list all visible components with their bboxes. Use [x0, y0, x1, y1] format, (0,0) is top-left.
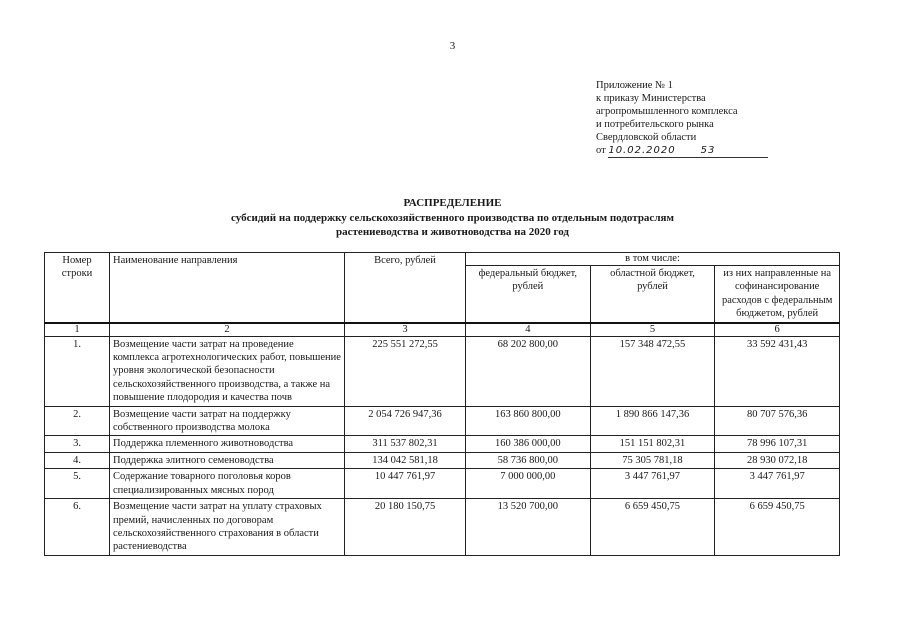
table-row — [45, 406, 840, 436]
row-cofinancing: 78 996 107,31 — [715, 436, 840, 452]
header-regional: областной бюджет, рублей — [590, 266, 715, 323]
row-total: 20 180 150,75 — [345, 499, 466, 556]
appendix-line: Свердловской области — [596, 132, 697, 143]
row-regional: 151 151 802,31 — [590, 436, 715, 452]
column-number: 4 — [466, 323, 591, 337]
header-federal: федеральный бюджет, рублей — [466, 266, 591, 323]
row-name: Возмещение части затрат на уплату страховых премий, начисленных по договорам сельскохозяйственного страхования в области растениеводства — [110, 499, 345, 556]
header-total: Всего, рублей — [345, 253, 466, 323]
handwritten-date-number — [608, 144, 768, 158]
row-cofinancing: 6 659 450,75 — [715, 499, 840, 556]
row-total: 2 054 726 947,36 — [345, 406, 466, 436]
appendix-line: и потребительского рынка — [596, 119, 714, 130]
column-number: 3 — [345, 323, 466, 337]
header-row — [45, 253, 840, 266]
handwritten-date: 10.02.2020 — [608, 145, 676, 156]
appendix-line: Приложение № 1 — [596, 80, 673, 91]
appendix-date-prefix: от — [596, 145, 606, 156]
row-regional: 157 348 472,55 — [590, 336, 715, 406]
row-regional: 1 890 866 147,36 — [590, 406, 715, 436]
row-number: 5. — [45, 469, 110, 499]
header-including: в том числе: — [466, 253, 840, 266]
row-regional: 3 447 761,97 — [590, 469, 715, 499]
row-number: 1. — [45, 336, 110, 406]
column-number: 2 — [110, 323, 345, 337]
header-row-number: Номер строки — [45, 253, 110, 323]
row-federal: 7 000 000,00 — [466, 469, 591, 499]
row-total: 311 537 802,31 — [345, 436, 466, 452]
distribution-table — [44, 252, 840, 556]
row-name: Содержание товарного поголовья коров специализированных мясных пород — [110, 469, 345, 499]
row-federal: 160 386 000,00 — [466, 436, 591, 452]
row-number: 3. — [45, 436, 110, 452]
row-regional: 6 659 450,75 — [590, 499, 715, 556]
column-number: 1 — [45, 323, 110, 337]
row-total: 10 447 761,97 — [345, 469, 466, 499]
column-number: 5 — [590, 323, 715, 337]
table-row — [45, 436, 840, 452]
row-name: Поддержка племенного животноводства — [110, 436, 345, 452]
document-title: РАСПРЕДЕЛЕНИЕ — [403, 197, 502, 209]
row-federal: 68 202 800,00 — [466, 336, 591, 406]
row-number: 4. — [45, 452, 110, 468]
row-federal: 163 860 800,00 — [466, 406, 591, 436]
table-row — [45, 469, 840, 499]
appendix-block — [596, 79, 796, 158]
appendix-date-line — [596, 144, 796, 158]
page-number: 3 — [449, 40, 456, 52]
row-name: Возмещение части затрат на поддержку собственного производства молока — [110, 406, 345, 436]
document-subtitle-line-1: субсидий на поддержку сельскохозяйственного производства по отдельным подотраслям — [231, 212, 674, 224]
table-row — [45, 452, 840, 468]
column-number-row — [45, 323, 840, 337]
table-row — [45, 336, 840, 406]
header-direction: Наименование направления — [110, 253, 345, 323]
row-total: 134 042 581,18 — [345, 452, 466, 468]
row-cofinancing: 33 592 431,43 — [715, 336, 840, 406]
appendix-line: агропромышленного комплекса — [596, 106, 738, 117]
row-federal: 13 520 700,00 — [466, 499, 591, 556]
row-federal: 58 736 800,00 — [466, 452, 591, 468]
row-cofinancing: 28 930 072,18 — [715, 452, 840, 468]
row-name: Возмещение части затрат на проведение комплекса агротехнологических работ, повышение уровня экологической безопасности сельскохозяйственного производства, а также на повышение плодородия и качества почв — [110, 336, 345, 406]
document-subtitle-line-2: растениеводства и животноводства на 2020 год — [336, 226, 569, 238]
column-number: 6 — [715, 323, 840, 337]
table-row — [45, 499, 840, 556]
row-total: 225 551 272,55 — [345, 336, 466, 406]
appendix-line: к приказу Министерства — [596, 93, 706, 104]
row-number: 2. — [45, 406, 110, 436]
row-number: 6. — [45, 499, 110, 556]
handwritten-number: 53 — [700, 145, 716, 156]
row-name: Поддержка элитного семеноводства — [110, 452, 345, 468]
row-cofinancing: 80 707 576,36 — [715, 406, 840, 436]
row-regional: 75 305 781,18 — [590, 452, 715, 468]
row-cofinancing: 3 447 761,97 — [715, 469, 840, 499]
header-cofinancing: из них направленные на софинансирование расходов с федеральным бюджетом, рублей — [715, 266, 840, 323]
